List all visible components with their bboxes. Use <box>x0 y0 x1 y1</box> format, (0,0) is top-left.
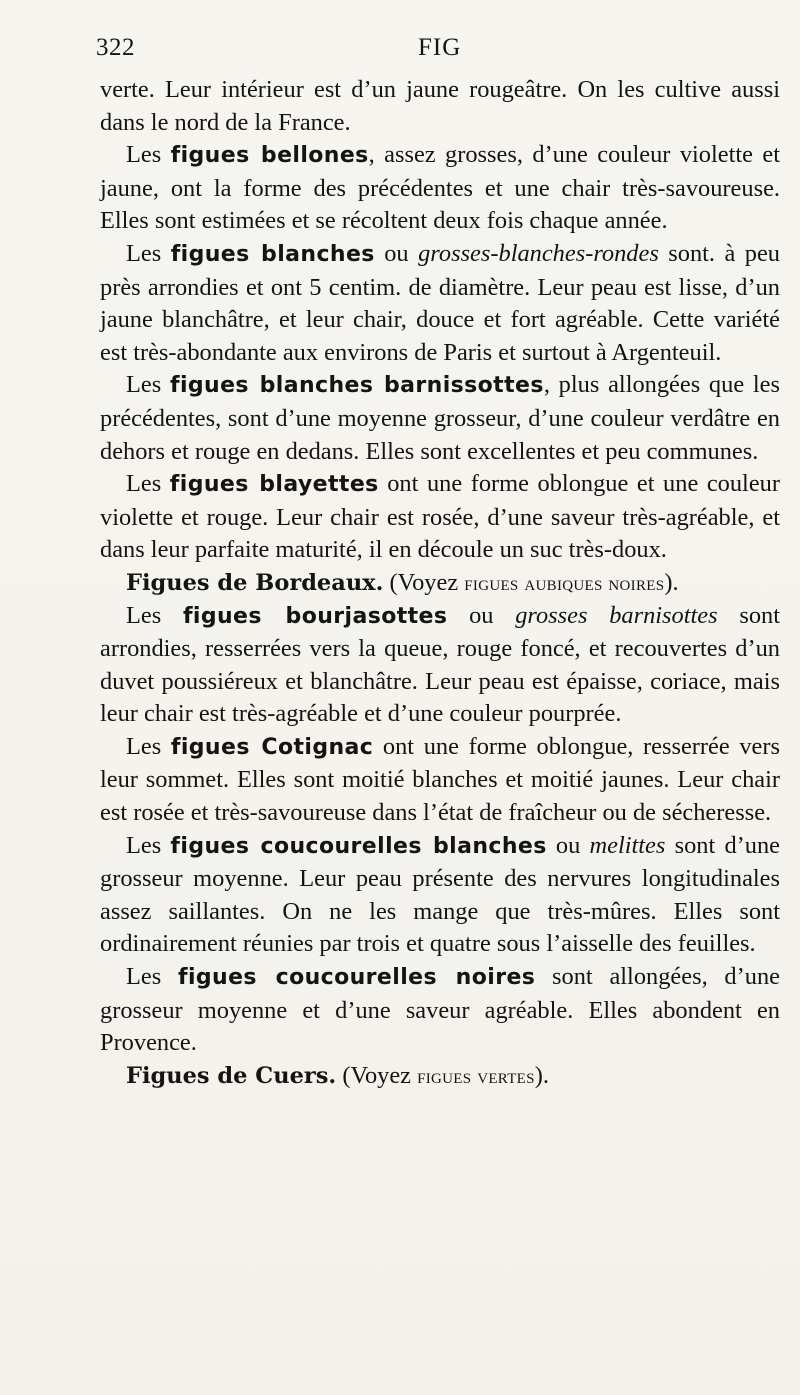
entry-heading: figues bourjasottes <box>182 603 448 629</box>
text-run: ou <box>447 601 516 629</box>
text-run: sont allongées, d’une grosseur moyenne et d’une saveur agréable. Elles abondent en Provence. <box>100 963 780 1057</box>
entry-figues-cotignac <box>100 731 780 830</box>
text-run: Les <box>126 601 183 629</box>
text-run: ). <box>534 1061 550 1089</box>
text-run: ont une forme oblongue et une couleur violette et rouge. Leur chair est rosée, d’une saveur très-agréable, et dans leur parfaite maturité, il en découle un suc très-doux. <box>100 470 780 564</box>
entry-heading: Figues de Cuers. <box>126 1062 337 1089</box>
entry-heading: figues blanches barnissottes <box>169 373 544 399</box>
text-run: sont arrondies, resserrées vers la queue, rouge foncé, et recouvertes d’un duvet poussiéreux et blanchâtre. Leur peau est épaisse, coriace, mais leur chair est très-agréable et d’une couleur pourprée. <box>100 601 780 728</box>
entry-heading: figues Cotignac <box>170 734 374 760</box>
text-run: Les <box>126 470 170 498</box>
text-run: Les <box>126 239 171 267</box>
entry-figues-blanches <box>100 238 780 369</box>
entry-heading: figues bellones <box>170 143 369 169</box>
entry-figues-de-cuers <box>100 1060 780 1093</box>
entry-figues-coucourelles-noires <box>100 961 780 1060</box>
entry-heading: figues coucourelles blanches <box>170 833 547 859</box>
text-run: Les <box>126 963 178 991</box>
text-run: , assez grosses, d’une couleur violette et jaune, ont la forme des précédentes et une chair très-savoureuse. Elles sont estimées et se récoltent deux fois chaque année. <box>100 141 780 235</box>
entry-heading: figues blanches <box>170 241 375 267</box>
text-run: Les <box>126 141 171 169</box>
text-run: ou <box>374 239 419 267</box>
page-number: 322 <box>96 34 135 61</box>
entry-figues-bourjasottes <box>100 600 780 731</box>
text-run: sont d’une grosseur moyenne. Leur peau présente des nervures longitudinales assez saillantes. On ne les mange que très-mûres. Elles sont ordinairement réunies par trois et quatre sous l’aisselle des feuilles. <box>100 831 780 958</box>
entry-figues-blayettes <box>100 468 780 567</box>
body-text <box>100 74 780 1092</box>
text-run: verte. Leur intérieur est d’un jaune rougeâtre. On les cultive aussi dans le nord de la France. <box>100 76 780 136</box>
text-run: ). <box>664 568 679 596</box>
italic-synonym: grosses barnisottes <box>515 601 718 629</box>
running-head: FIG <box>418 34 462 61</box>
text-run: ou <box>546 831 590 859</box>
text-run: (Voyez <box>383 568 465 596</box>
page-header <box>96 34 778 68</box>
entry-figues-bellones <box>100 139 780 238</box>
text-run: sont. à peu près arrondies et ont 5 centim. de diamètre. Leur peau est lisse, d’un jaune blanchâtre, et leur chair, douce et fort agréable. Cette variété est très-abondante aux environs de Paris et surtout à Argenteuil. <box>100 239 780 366</box>
entry-heading: figues blayettes <box>169 472 379 498</box>
italic-synonym: melittes <box>589 831 666 859</box>
entry-figues-blanches-barnissottes <box>100 369 780 468</box>
text-run: ont une forme oblongue, resserrée vers leur sommet. Elles sont moitié blanches et moitié jaunes. Leur chair est rosée et très-savoureuse dans l’état de fraîcheur ou de sécheresse. <box>100 732 780 827</box>
cross-reference: figues vertes <box>417 1062 535 1088</box>
text-run: Les <box>126 371 170 399</box>
italic-synonym: grosses-blanches-rondes <box>418 239 659 267</box>
entry-heading: figues coucourelles noires <box>177 965 536 991</box>
paragraph-continuation <box>100 74 780 139</box>
text-run: , plus allongées que les précédentes, sont d’une moyenne grosseur, d’une couleur verdâtre en dehors et rouge en dedans. Elles sont excellentes et peu communes. <box>100 371 780 465</box>
text-run: (Voyez <box>336 1061 418 1089</box>
entry-heading: Figues de Bordeaux. <box>126 569 384 596</box>
text-run: Les <box>126 732 171 760</box>
cross-reference: figues aubiques noires <box>464 569 665 595</box>
entry-figues-coucourelles-blanches <box>100 830 780 961</box>
entry-figues-de-bordeaux <box>100 567 780 600</box>
text-run: Les <box>126 831 171 859</box>
